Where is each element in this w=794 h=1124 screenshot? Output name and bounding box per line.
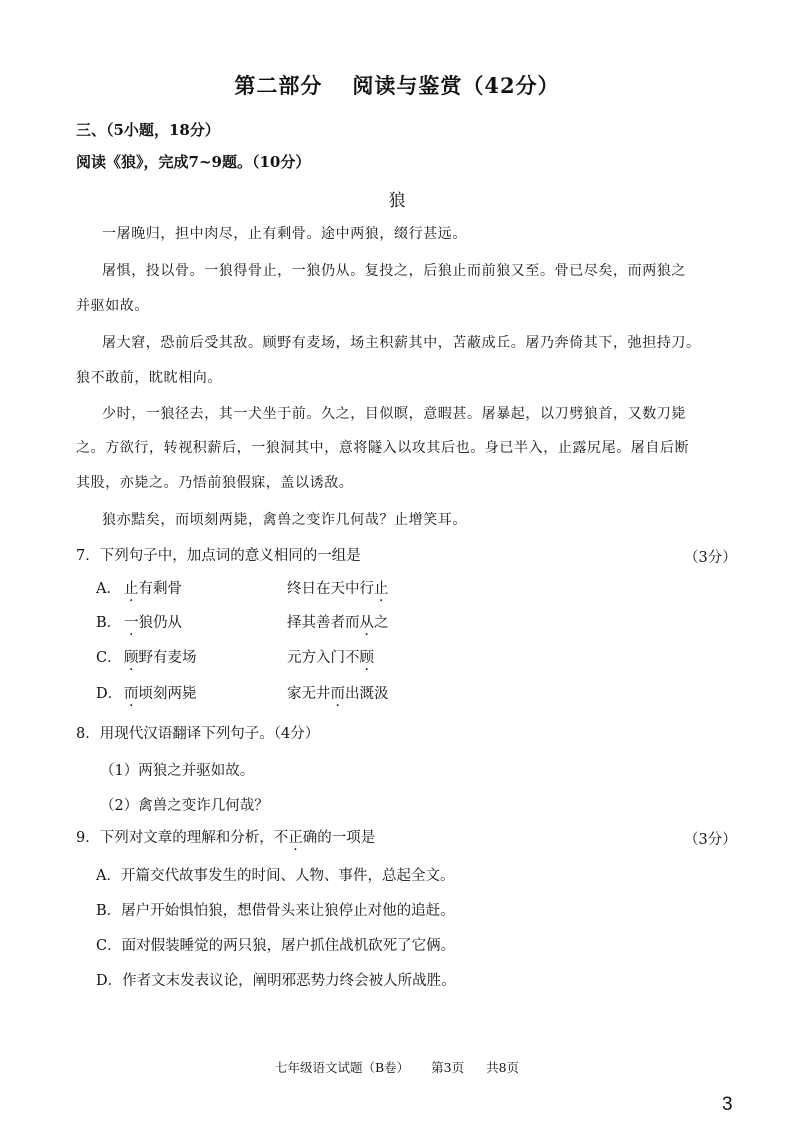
passage-paragraph-cont: 狼不敢前，眈眈相向。 [76,370,222,386]
reading-instruction: 阅读《狼》，完成7~9题。（10分） [76,153,311,171]
footer-total: 共8页 [486,1060,520,1075]
page-footer [0,1058,794,1076]
q7-option-d: D． 而顷刻两毙 家无井而出溉汲 [96,686,389,702]
q8-stem: 8．用现代汉语翻译下列句子。（4分） [76,726,320,742]
passage-title: 狼 [388,191,406,211]
q9-option-b: B．屠户开始惧怕狼，想借骨头来让狼停止对他的追赶。 [96,903,455,919]
passage-paragraph: 屠惧，投以骨。一狼得骨止，一狼仍从。复投之，后狼止而前狼又至。骨已尽矣，而两狼之 [102,263,686,279]
q9-option-d: D．作者文末发表议论，阐明邪恶势力终会被人所战胜。 [96,973,456,989]
heading-part: 第二部分 [234,73,323,98]
passage-paragraph-cont: 并驱如故。 [76,298,149,314]
passage-paragraph-cont: 之。方欲行，转视积薪后，一狼洞其中，意将隧入以攻其后也。身已半入，止露尻尾。屠自后断 [76,440,690,456]
q8-item-2: （2）禽兽之变诈几何哉？ [100,798,269,814]
q7-stem: 7．下列句子中，加点词的意义相同的一组是 [76,548,361,564]
q9-option-a: A．开篇交代故事发生的时间、人物、事件，总起全文。 [96,868,455,884]
q9-option-c: C．面对假装睡觉的两只狼，屠户抓住战机砍死了它俩。 [96,938,456,954]
passage-paragraph-cont: 其股，亦毙之。乃悟前狼假寐，盖以诱敌。 [76,475,354,491]
passage-paragraph: 少时，一狼径去，其一犬坐于前。久之，目似瞑，意暇甚。屠暴起，以刀劈狼首，又数刀毙 [102,406,686,422]
footer-paper: 七年级语文试题（B卷） [274,1060,410,1075]
footer-page: 第3页 [431,1060,465,1075]
q8-item-1: （1）两狼之并驱如故。 [100,763,255,779]
section-header: 三、（5小题，18分） [76,121,220,139]
q7-score: （3分） [684,550,737,566]
page-heading [0,70,794,100]
q9-score: （3分） [684,832,737,848]
passage-paragraph: 屠大窘，恐前后受其敌。顾野有麦场，场主积薪其中，苫蔽成丘。屠乃奔倚其下，弛担持刀。 [102,335,701,351]
q7-option-c: C． 顾野有麦场 元方入门不顾 [96,650,374,666]
heading-title: 阅读与鉴赏（42分） [352,73,560,98]
q7-option-b: B． 一狼仍从 择其善者而从之 [96,615,389,631]
passage-paragraph: 狼亦黠矣，而顷刻两毙，禽兽之变诈几何哉？止增笑耳。 [102,512,467,528]
q7-option-a: A． 止有剩骨 终日在天中行止 [96,581,389,597]
q9-stem: 9．下列对文章的理解和分析，不正确的一项是 [76,830,376,846]
page-number: 3 [722,1094,733,1115]
passage-paragraph: 一屠晚归，担中肉尽，止有剩骨。途中两狼，缀行甚远。 [102,226,467,242]
